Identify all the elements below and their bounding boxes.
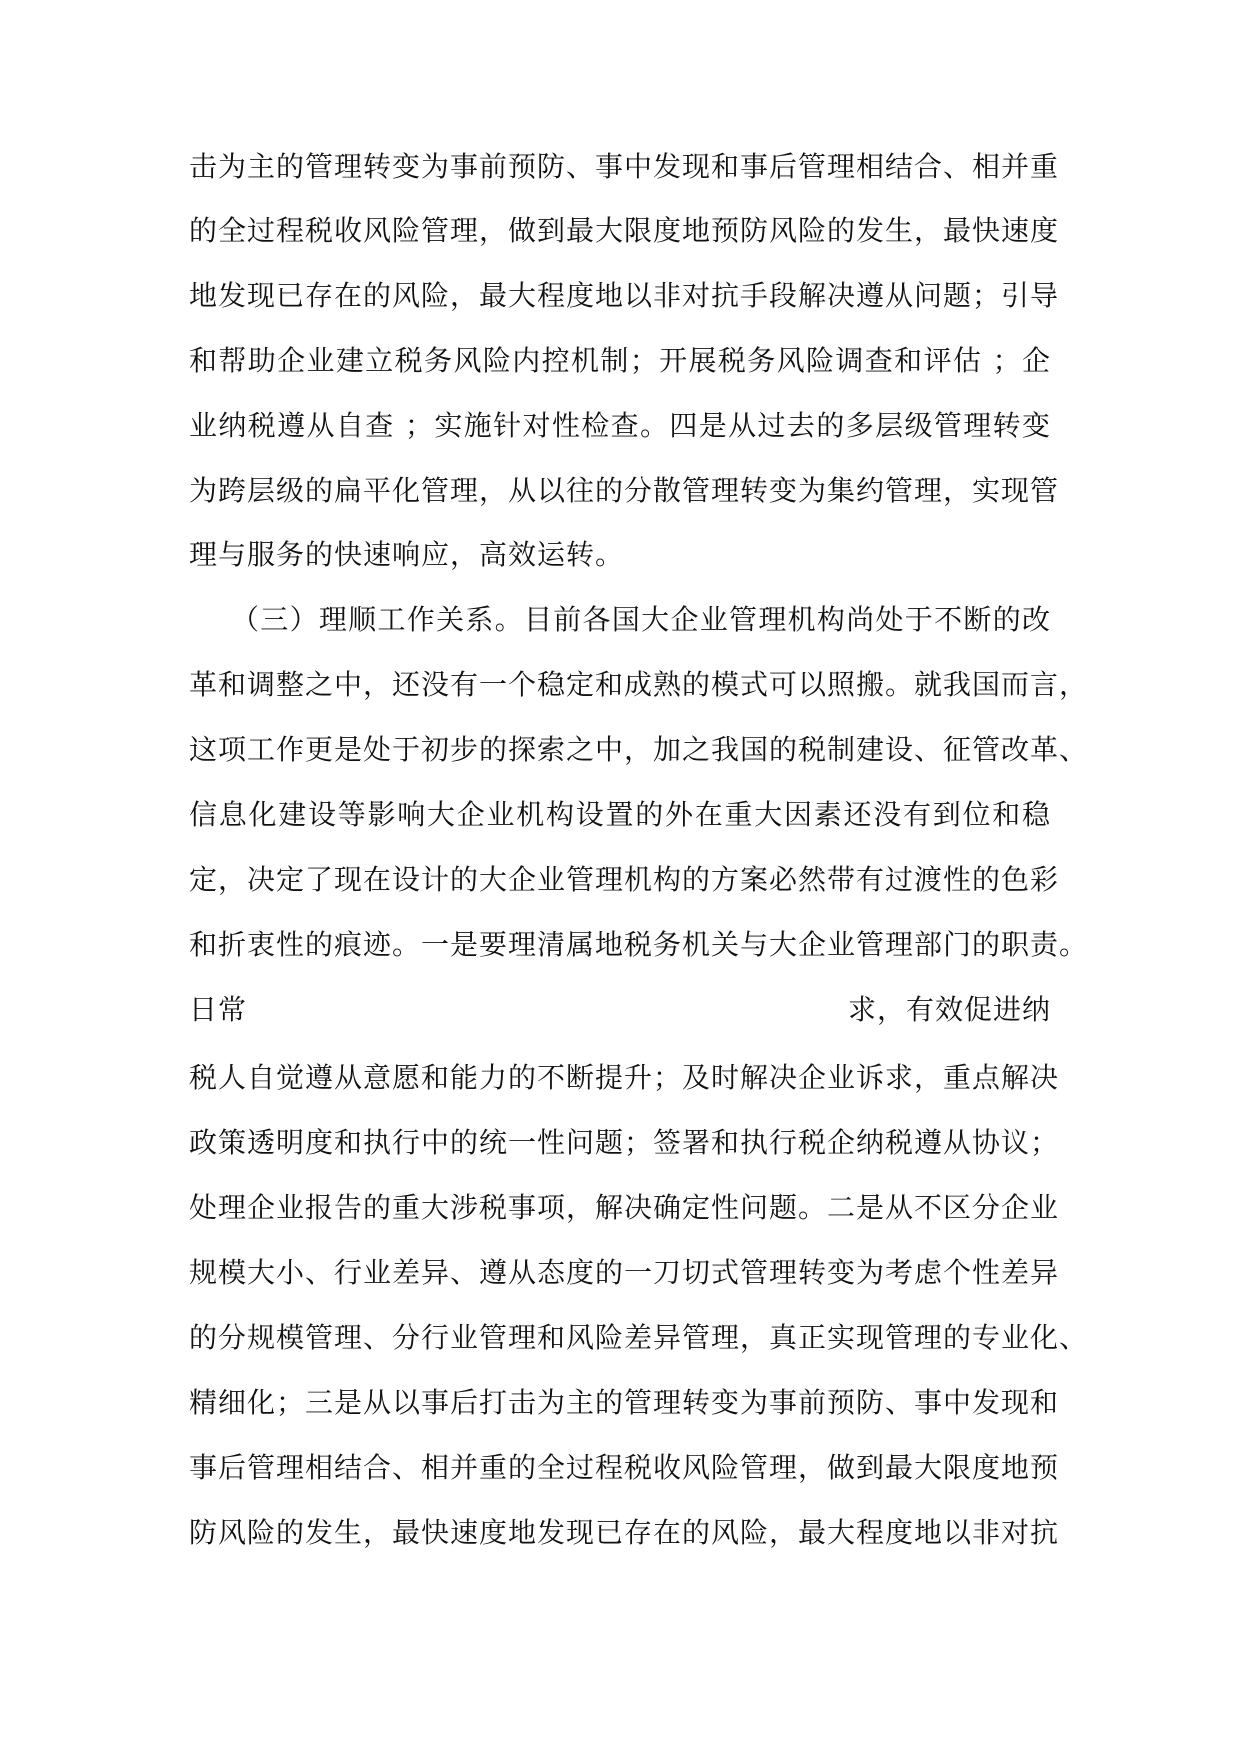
- paragraph-2-cont-line-4: 规模大小、行业差异、遵从态度的一刀切式管理转变为考虑个性差异: [189, 1256, 1060, 1289]
- paragraph-2-line-3: 这项工作更是处于初步的探索之中，加之我国的税制建设、征管改革、: [189, 733, 1089, 766]
- paragraph-2-line-2: 革和调整之中，还没有一个稳定和成熟的模式可以照搬。就我国而言，: [189, 668, 1089, 701]
- split-line-right-text: 求，有效促进纳: [847, 993, 1051, 1026]
- paragraph-2-cont-line-2: 政策透明度和执行中的统一性问题；签署和执行税企纳税遵从协议；: [189, 1126, 1060, 1159]
- split-line-left-text: 日常: [189, 993, 248, 1026]
- paragraph-2-cont-line-6: 精细化；三是从以事后打击为主的管理转变为事前预防、事中发现和: [189, 1386, 1060, 1419]
- paragraph-2-cont-line-8: 防风险的发生，最快速度地发现已存在的风险，最大程度地以非对抗: [189, 1516, 1060, 1549]
- paragraph-2-line-5: 定，决定了现在设计的大企业管理机构的方案必然带有过渡性的色彩: [189, 863, 1060, 896]
- paragraph-2-cont-line-7: 事后管理相结合、相并重的全过程税收风险管理，做到最大限度地预: [189, 1451, 1060, 1484]
- paragraph-1-line-6: 为跨层级的扁平化管理，从以往的分散管理转变为集约管理，实现管: [189, 474, 1060, 507]
- paragraph-1-line-2: 的全过程税收风险管理，做到最大限度地预防风险的发生，最快速度: [189, 214, 1060, 247]
- paragraph-2-cont-line-1: 税人自觉遵从意愿和能力的不断提升；及时解决企业诉求，重点解决: [189, 1061, 1060, 1094]
- paragraph-1-line-5: 业纳税遵从自查 ；实施针对性检查。四是从过去的多层级管理转变: [189, 409, 1051, 442]
- paragraph-2-line-6: 和折衷性的痕迹。一是要理清属地税务机关与大企业管理部门的职责。: [189, 928, 1089, 961]
- paragraph-2-line-1: （三）理顺工作关系。目前各国大企业管理机构尚处于不断的改: [231, 603, 1051, 636]
- paragraph-2-cont-line-3: 处理企业报告的重大涉税事项，解决确定性问题。二是从不区分企业: [189, 1191, 1060, 1224]
- paragraph-1-line-7: 理与服务的快速响应，高效运转。: [189, 538, 625, 571]
- paragraph-1-line-3: 地发现已存在的风险，最大程度地以非对抗手段解决遵从问题；引导: [189, 279, 1060, 312]
- paragraph-1-line-1: 击为主的管理转变为事前预防、事中发现和事后管理相结合、相并重: [189, 150, 1060, 183]
- paragraph-1-line-4: 和帮助企业建立税务风险内控机制；开展税务风险调查和评估 ；企: [189, 344, 1051, 377]
- paragraph-2-cont-line-5: 的分规模管理、分行业管理和风险差异管理，真正实现管理的专业化、: [189, 1321, 1089, 1354]
- paragraph-2-line-4: 信息化建设等影响大企业机构设置的外在重大因素还没有到位和稳: [189, 798, 1051, 831]
